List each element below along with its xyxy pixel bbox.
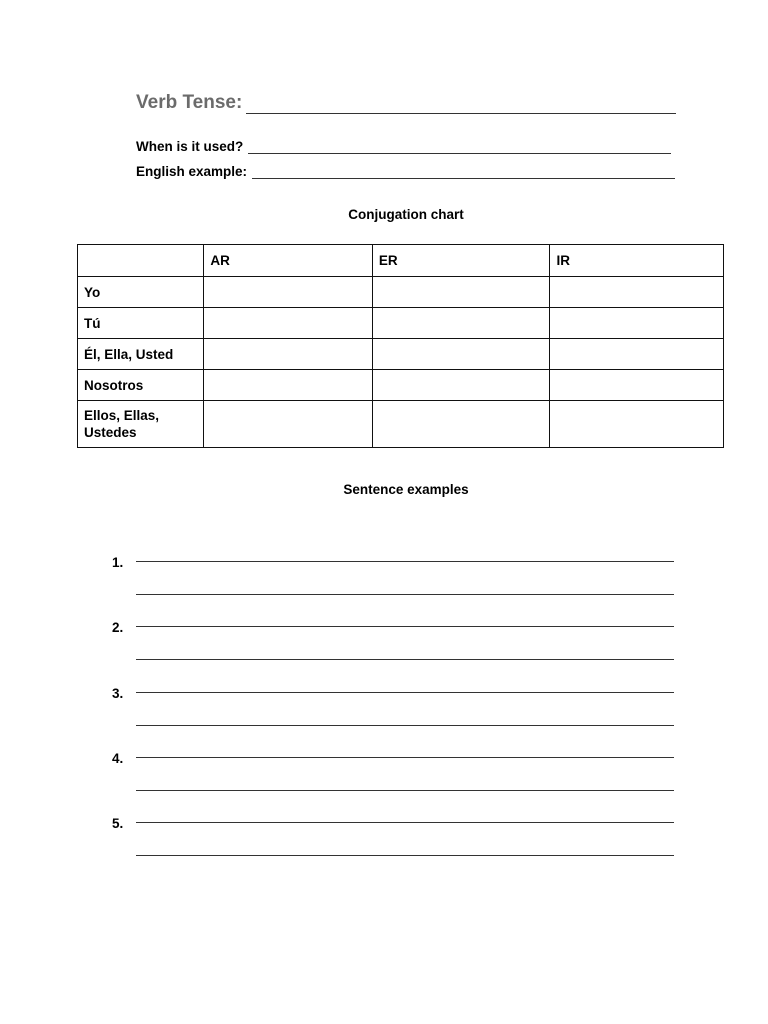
when-used-label: When is it used? [136,139,244,154]
answer-cell[interactable] [204,370,373,401]
example-blank-line[interactable] [136,757,674,758]
example-blank-line[interactable] [136,561,674,562]
header-ar: AR [204,245,373,277]
example-item [112,686,674,742]
example-item [112,816,674,872]
sentence-examples-heading: Sentence examples [343,482,469,497]
answer-cell[interactable] [550,277,724,308]
answer-cell[interactable] [204,308,373,339]
table-row [78,339,724,370]
table-row [78,370,724,401]
pronoun-cell: Tú [78,308,204,339]
answer-cell[interactable] [550,401,724,448]
answer-cell[interactable] [204,339,373,370]
example-blank-line[interactable] [136,790,674,791]
example-blank-line[interactable] [136,594,674,595]
example-blank-line[interactable] [136,822,674,823]
answer-cell[interactable] [204,277,373,308]
header-ir: IR [550,245,724,277]
header-er: ER [372,245,550,277]
answer-cell[interactable] [372,308,550,339]
example-number: 3. [112,686,124,701]
pronoun-cell: Ellos, Ellas, Ustedes [78,401,204,448]
when-used-blank[interactable] [248,153,671,154]
pronoun-cell: Yo [78,277,204,308]
pronoun-cell: Nosotros [78,370,204,401]
example-number: 1. [112,555,124,570]
verb-tense-label: Verb Tense: [136,92,243,113]
pronoun-cell: Él, Ella, Usted [78,339,204,370]
table-row [78,308,724,339]
example-item [112,751,674,807]
answer-cell[interactable] [372,401,550,448]
answer-cell[interactable] [204,401,373,448]
table-row [78,401,724,448]
conjugation-table [77,244,724,448]
verb-tense-row [136,92,676,116]
answer-cell[interactable] [550,370,724,401]
answer-cell[interactable] [372,277,550,308]
example-blank-line[interactable] [136,855,674,856]
example-number: 2. [112,620,124,635]
english-example-label: English example: [136,164,248,179]
table-row [78,277,724,308]
example-blank-line[interactable] [136,659,674,660]
when-used-row [136,139,671,157]
answer-cell[interactable] [372,370,550,401]
answer-cell[interactable] [550,308,724,339]
example-blank-line[interactable] [136,626,674,627]
verb-tense-blank[interactable] [246,113,676,114]
english-example-blank[interactable] [252,178,675,179]
example-number: 5. [112,816,124,831]
example-item [112,620,674,676]
example-blank-line[interactable] [136,725,674,726]
table-header-row [78,245,724,277]
example-number: 4. [112,751,124,766]
answer-cell[interactable] [372,339,550,370]
example-blank-line[interactable] [136,692,674,693]
conjugation-chart-heading: Conjugation chart [348,207,464,222]
table-corner-cell [78,245,204,277]
answer-cell[interactable] [550,339,724,370]
example-item [112,555,674,611]
english-example-row [136,164,675,182]
